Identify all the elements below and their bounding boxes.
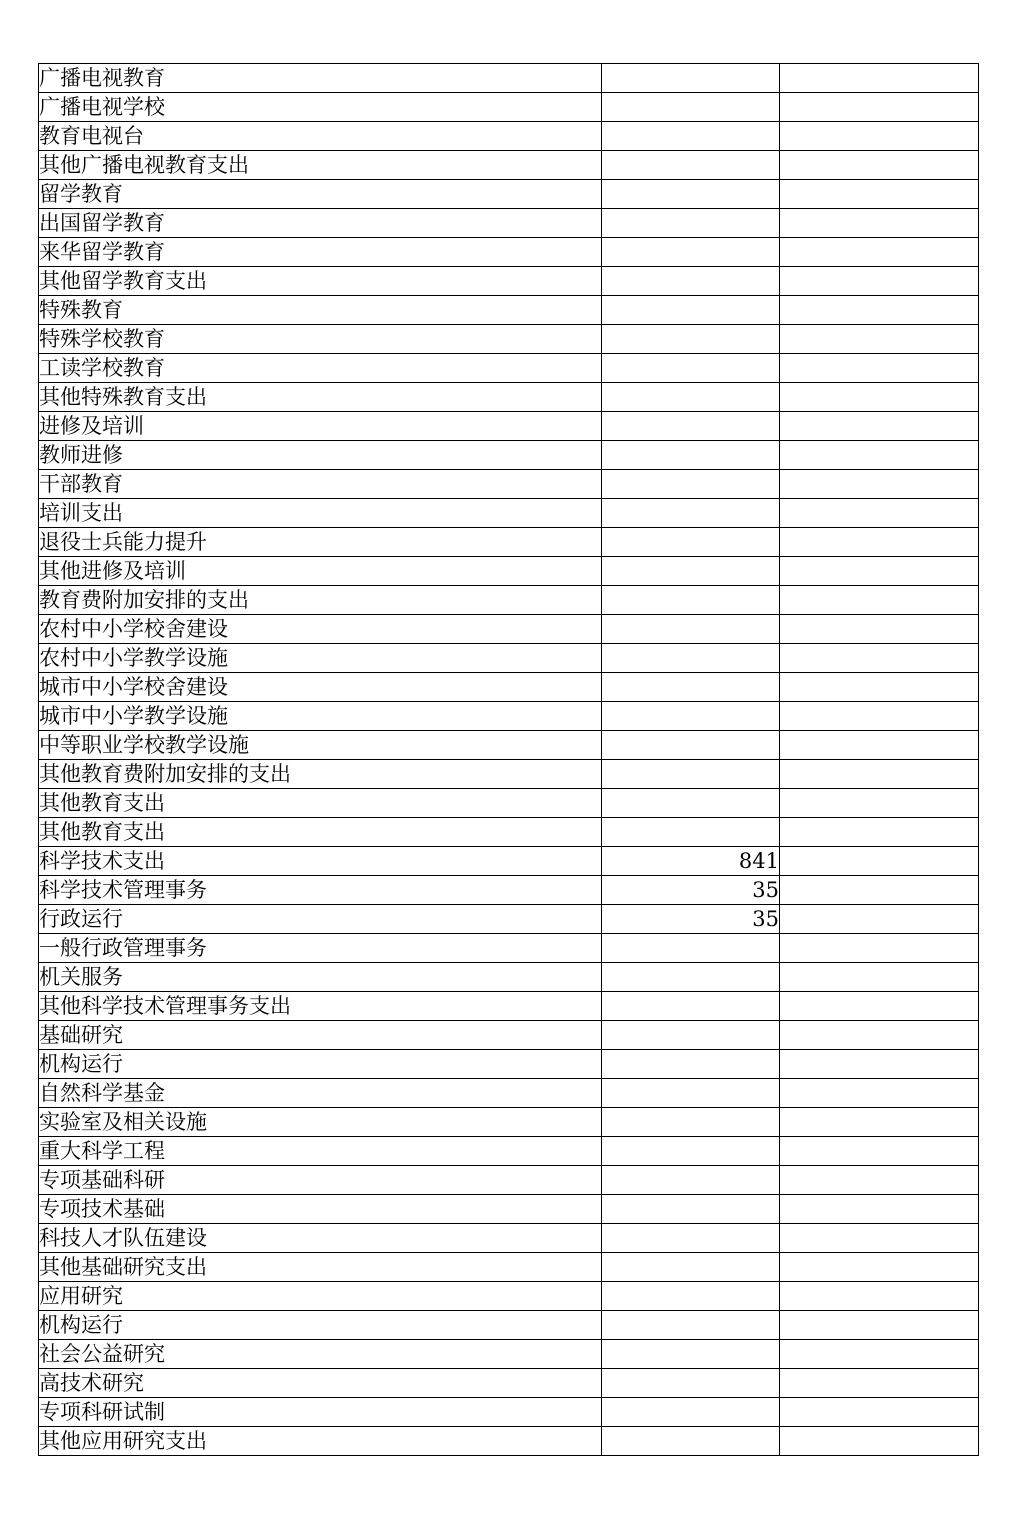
- table-row: [39, 383, 979, 412]
- table-row: [39, 1021, 979, 1050]
- amount-cell: [602, 267, 780, 296]
- amount-cell-2: [780, 1369, 979, 1398]
- item-name-cell: 机构运行: [39, 1050, 602, 1079]
- item-name-cell: 自然科学基金: [39, 1079, 602, 1108]
- amount-cell: [602, 586, 780, 615]
- table-row: [39, 847, 979, 876]
- amount-cell: [602, 963, 780, 992]
- amount-cell: [602, 1369, 780, 1398]
- amount-cell: [602, 209, 780, 238]
- item-name-cell: 特殊教育: [39, 296, 602, 325]
- amount-cell: [602, 296, 780, 325]
- amount-cell-2: [780, 296, 979, 325]
- item-name-cell: 重大科学工程: [39, 1137, 602, 1166]
- table-row: [39, 1137, 979, 1166]
- amount-cell: [602, 528, 780, 557]
- expenditure-table: [38, 63, 979, 1456]
- amount-cell: [602, 325, 780, 354]
- amount-cell: [602, 1253, 780, 1282]
- amount-cell-2: [780, 1311, 979, 1340]
- amount-cell-2: [780, 992, 979, 1021]
- item-name-cell: 出国留学教育: [39, 209, 602, 238]
- item-name-cell: 农村中小学校舍建设: [39, 615, 602, 644]
- item-name-cell: 其他广播电视教育支出: [39, 151, 602, 180]
- table-row: [39, 267, 979, 296]
- table-row: [39, 1166, 979, 1195]
- amount-cell: [602, 470, 780, 499]
- amount-cell: [602, 557, 780, 586]
- amount-cell: [602, 1340, 780, 1369]
- table-row: [39, 93, 979, 122]
- amount-cell-2: [780, 383, 979, 412]
- amount-cell-2: [780, 934, 979, 963]
- amount-cell: [602, 1050, 780, 1079]
- item-name-cell: 留学教育: [39, 180, 602, 209]
- amount-cell: 841: [602, 847, 780, 876]
- amount-cell: [602, 760, 780, 789]
- table-row: [39, 1282, 979, 1311]
- amount-cell-2: [780, 847, 979, 876]
- amount-cell-2: [780, 615, 979, 644]
- amount-cell: [602, 499, 780, 528]
- table-row: [39, 615, 979, 644]
- amount-cell: [602, 238, 780, 267]
- amount-cell: [602, 441, 780, 470]
- table-row: [39, 238, 979, 267]
- item-name-cell: 中等职业学校教学设施: [39, 731, 602, 760]
- amount-cell-2: [780, 760, 979, 789]
- amount-cell-2: [780, 1224, 979, 1253]
- amount-cell: [602, 1108, 780, 1137]
- amount-cell: 35: [602, 905, 780, 934]
- item-name-cell: 科学技术支出: [39, 847, 602, 876]
- amount-cell: [602, 1427, 780, 1456]
- item-name-cell: 科技人才队伍建设: [39, 1224, 602, 1253]
- amount-cell-2: [780, 325, 979, 354]
- item-name-cell: 退役士兵能力提升: [39, 528, 602, 557]
- amount-cell-2: [780, 1050, 979, 1079]
- amount-cell: [602, 1079, 780, 1108]
- item-name-cell: 其他基础研究支出: [39, 1253, 602, 1282]
- amount-cell-2: [780, 238, 979, 267]
- table-row: [39, 905, 979, 934]
- table-row: [39, 1108, 979, 1137]
- amount-cell-2: [780, 441, 979, 470]
- amount-cell: [602, 644, 780, 673]
- table-row: [39, 325, 979, 354]
- amount-cell-2: [780, 557, 979, 586]
- amount-cell-2: [780, 1195, 979, 1224]
- item-name-cell: 特殊学校教育: [39, 325, 602, 354]
- amount-cell-2: [780, 789, 979, 818]
- table-row: [39, 992, 979, 1021]
- item-name-cell: 广播电视教育: [39, 64, 602, 93]
- amount-cell: [602, 1311, 780, 1340]
- amount-cell: [602, 1021, 780, 1050]
- amount-cell: [602, 180, 780, 209]
- amount-cell-2: [780, 702, 979, 731]
- amount-cell-2: [780, 470, 979, 499]
- table-row: [39, 789, 979, 818]
- amount-cell: [602, 992, 780, 1021]
- amount-cell: [602, 64, 780, 93]
- item-name-cell: 其他应用研究支出: [39, 1427, 602, 1456]
- table-row: [39, 1427, 979, 1456]
- amount-cell: [602, 1166, 780, 1195]
- amount-cell-2: [780, 1021, 979, 1050]
- table-body: [39, 64, 979, 1456]
- amount-cell: [602, 702, 780, 731]
- amount-cell-2: [780, 818, 979, 847]
- table-row: [39, 1224, 979, 1253]
- item-name-cell: 进修及培训: [39, 412, 602, 441]
- table-row: [39, 1398, 979, 1427]
- table-row: [39, 963, 979, 992]
- item-name-cell: 应用研究: [39, 1282, 602, 1311]
- item-name-cell: 城市中小学教学设施: [39, 702, 602, 731]
- amount-cell-2: [780, 1166, 979, 1195]
- amount-cell: [602, 1195, 780, 1224]
- table-row: [39, 760, 979, 789]
- amount-cell: [602, 1137, 780, 1166]
- amount-cell: [602, 789, 780, 818]
- table-row: [39, 586, 979, 615]
- amount-cell: [602, 354, 780, 383]
- amount-cell-2: [780, 1137, 979, 1166]
- item-name-cell: 机构运行: [39, 1311, 602, 1340]
- amount-cell-2: [780, 905, 979, 934]
- amount-cell-2: [780, 1282, 979, 1311]
- amount-cell-2: [780, 1108, 979, 1137]
- amount-cell-2: [780, 64, 979, 93]
- table-row: [39, 818, 979, 847]
- amount-cell: [602, 151, 780, 180]
- item-name-cell: 广播电视学校: [39, 93, 602, 122]
- table-row: [39, 1340, 979, 1369]
- item-name-cell: 专项技术基础: [39, 1195, 602, 1224]
- item-name-cell: 城市中小学校舍建设: [39, 673, 602, 702]
- amount-cell-2: [780, 586, 979, 615]
- item-name-cell: 教育电视台: [39, 122, 602, 151]
- table-row: [39, 731, 979, 760]
- amount-cell-2: [780, 122, 979, 151]
- item-name-cell: 一般行政管理事务: [39, 934, 602, 963]
- table-row: [39, 470, 979, 499]
- item-name-cell: 基础研究: [39, 1021, 602, 1050]
- table-row: [39, 412, 979, 441]
- amount-cell-2: [780, 1079, 979, 1108]
- item-name-cell: 行政运行: [39, 905, 602, 934]
- amount-cell-2: [780, 673, 979, 702]
- amount-cell-2: [780, 731, 979, 760]
- amount-cell: [602, 1398, 780, 1427]
- table-row: [39, 499, 979, 528]
- item-name-cell: 社会公益研究: [39, 1340, 602, 1369]
- amount-cell-2: [780, 412, 979, 441]
- amount-cell: [602, 818, 780, 847]
- item-name-cell: 其他进修及培训: [39, 557, 602, 586]
- amount-cell: 35: [602, 876, 780, 905]
- table-row: [39, 1253, 979, 1282]
- amount-cell: [602, 934, 780, 963]
- amount-cell: [602, 1224, 780, 1253]
- amount-cell-2: [780, 876, 979, 905]
- table-row: [39, 1079, 979, 1108]
- amount-cell-2: [780, 528, 979, 557]
- item-name-cell: 其他教育费附加安排的支出: [39, 760, 602, 789]
- item-name-cell: 其他教育支出: [39, 818, 602, 847]
- amount-cell-2: [780, 267, 979, 296]
- table-row: [39, 209, 979, 238]
- item-name-cell: 其他科学技术管理事务支出: [39, 992, 602, 1021]
- table-row: [39, 673, 979, 702]
- amount-cell-2: [780, 209, 979, 238]
- amount-cell: [602, 615, 780, 644]
- item-name-cell: 来华留学教育: [39, 238, 602, 267]
- amount-cell: [602, 412, 780, 441]
- amount-cell-2: [780, 180, 979, 209]
- table-row: [39, 644, 979, 673]
- amount-cell-2: [780, 1253, 979, 1282]
- amount-cell-2: [780, 1398, 979, 1427]
- amount-cell-2: [780, 644, 979, 673]
- amount-cell: [602, 673, 780, 702]
- amount-cell: [602, 1282, 780, 1311]
- amount-cell-2: [780, 1340, 979, 1369]
- item-name-cell: 干部教育: [39, 470, 602, 499]
- item-name-cell: 高技术研究: [39, 1369, 602, 1398]
- item-name-cell: 专项基础科研: [39, 1166, 602, 1195]
- table-row: [39, 1369, 979, 1398]
- table-row: [39, 64, 979, 93]
- amount-cell-2: [780, 1427, 979, 1456]
- amount-cell: [602, 383, 780, 412]
- item-name-cell: 其他留学教育支出: [39, 267, 602, 296]
- table-row: [39, 557, 979, 586]
- amount-cell: [602, 93, 780, 122]
- amount-cell-2: [780, 151, 979, 180]
- table-row: [39, 296, 979, 325]
- table-row: [39, 702, 979, 731]
- amount-cell: [602, 122, 780, 151]
- table-row: [39, 122, 979, 151]
- item-name-cell: 机关服务: [39, 963, 602, 992]
- table-row: [39, 354, 979, 383]
- table-row: [39, 934, 979, 963]
- amount-cell-2: [780, 499, 979, 528]
- item-name-cell: 教师进修: [39, 441, 602, 470]
- item-name-cell: 培训支出: [39, 499, 602, 528]
- table-row: [39, 528, 979, 557]
- item-name-cell: 农村中小学教学设施: [39, 644, 602, 673]
- item-name-cell: 其他教育支出: [39, 789, 602, 818]
- table-row: [39, 151, 979, 180]
- table-row: [39, 441, 979, 470]
- amount-cell-2: [780, 963, 979, 992]
- amount-cell-2: [780, 93, 979, 122]
- item-name-cell: 科学技术管理事务: [39, 876, 602, 905]
- item-name-cell: 教育费附加安排的支出: [39, 586, 602, 615]
- table-row: [39, 180, 979, 209]
- table-row: [39, 1195, 979, 1224]
- table-row: [39, 1311, 979, 1340]
- item-name-cell: 专项科研试制: [39, 1398, 602, 1427]
- item-name-cell: 实验室及相关设施: [39, 1108, 602, 1137]
- item-name-cell: 其他特殊教育支出: [39, 383, 602, 412]
- amount-cell-2: [780, 354, 979, 383]
- table-row: [39, 1050, 979, 1079]
- table-row: [39, 876, 979, 905]
- amount-cell: [602, 731, 780, 760]
- item-name-cell: 工读学校教育: [39, 354, 602, 383]
